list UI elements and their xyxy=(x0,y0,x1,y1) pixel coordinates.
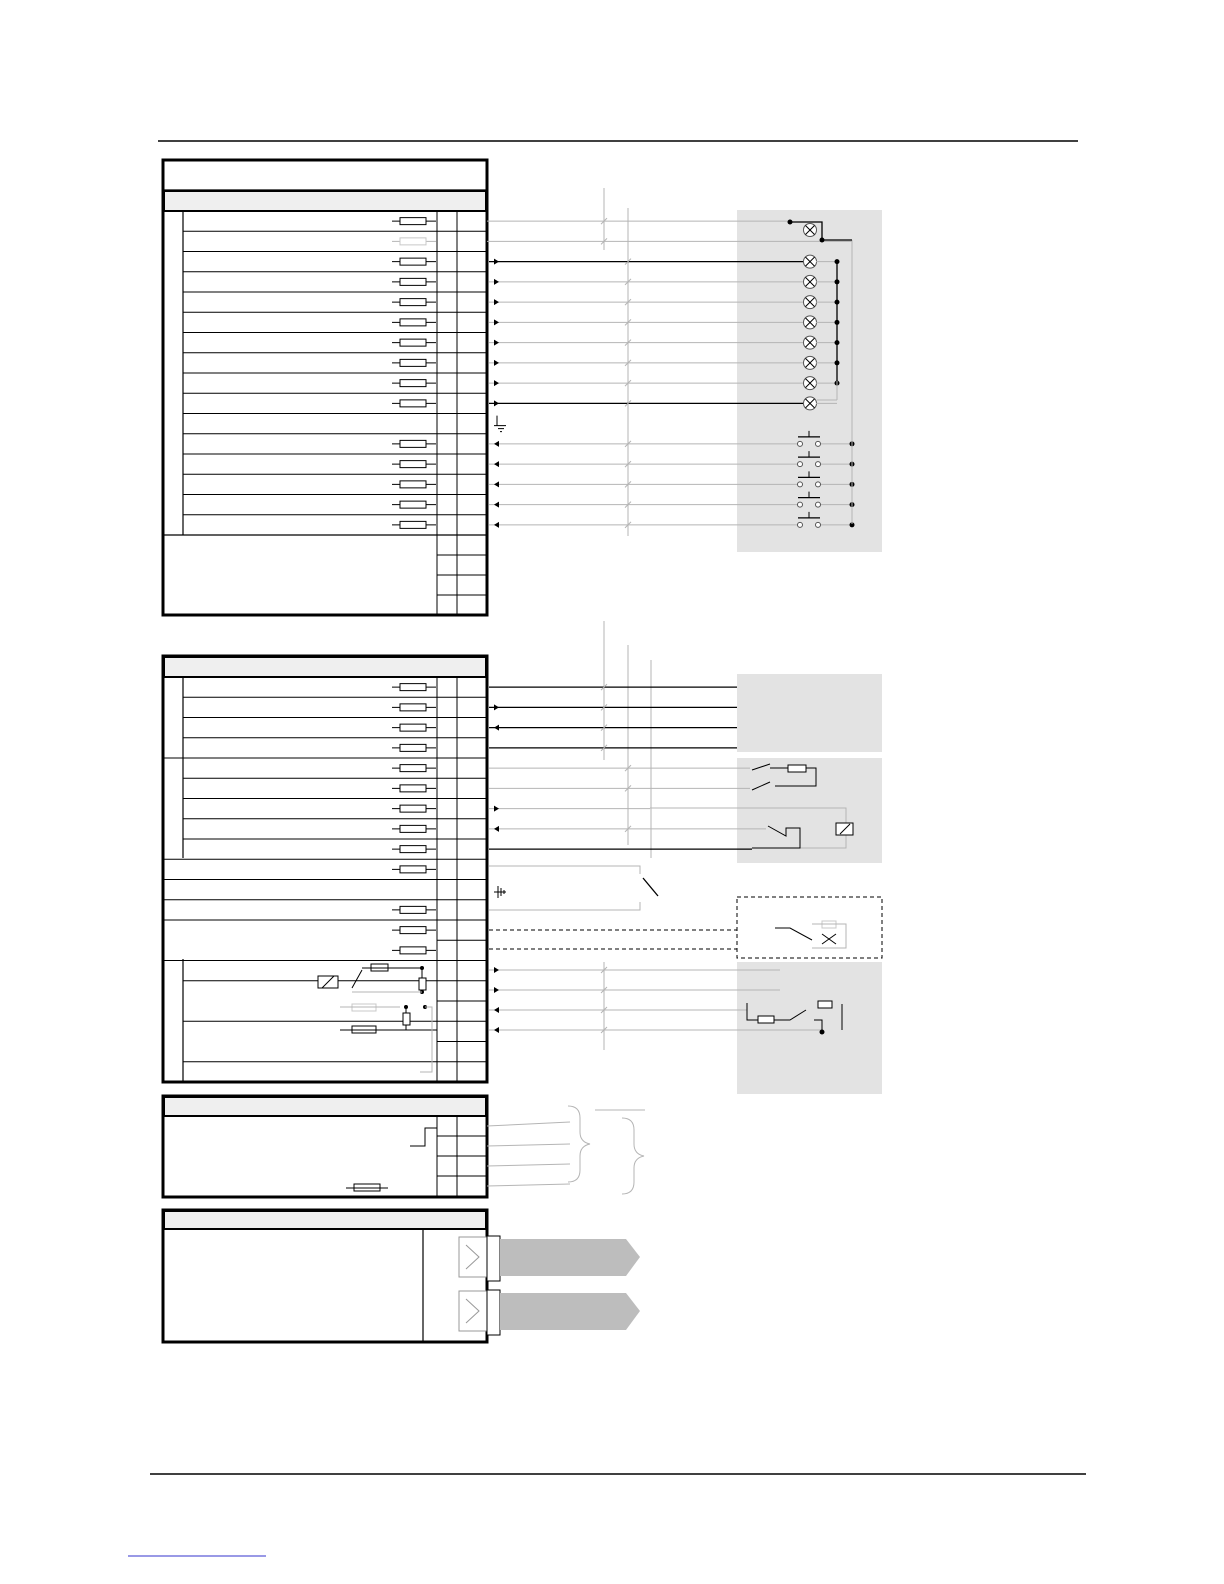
fuse-icon xyxy=(400,359,426,366)
panel-block2-relay xyxy=(737,758,882,863)
arrow-icon xyxy=(494,441,499,447)
arrow-icon xyxy=(494,259,499,265)
arrow-icon xyxy=(494,502,499,508)
panel-block2-bottom xyxy=(737,962,882,1094)
arrow-icon xyxy=(494,319,499,325)
fuse-icon xyxy=(400,785,426,792)
fuse-icon xyxy=(400,927,426,934)
block-2 xyxy=(163,656,487,1082)
panel-block2-top xyxy=(737,674,882,752)
connector-icon xyxy=(459,1290,640,1335)
arrow-icon xyxy=(494,340,499,346)
fuse-icon xyxy=(818,1001,832,1008)
arrow-icon xyxy=(494,522,499,528)
fuse-icon xyxy=(788,765,806,772)
fuse-icon xyxy=(400,258,426,265)
arrow-icon xyxy=(494,826,499,832)
cable-icon xyxy=(500,1239,640,1276)
panel-dashed xyxy=(737,897,882,958)
connector-icon xyxy=(459,1236,640,1281)
fuse-icon xyxy=(400,724,426,731)
fuse-icon xyxy=(400,319,426,326)
fuse-icon xyxy=(400,866,426,873)
cable-icon xyxy=(500,1293,640,1330)
block3-wires xyxy=(487,1106,645,1194)
fuse-icon xyxy=(400,339,426,346)
fuse-icon xyxy=(400,380,426,387)
arrow-icon xyxy=(494,299,499,305)
fuse-icon xyxy=(400,481,426,488)
fuse-icon xyxy=(400,846,426,853)
arrow-icon xyxy=(494,725,499,731)
fuse-icon xyxy=(400,238,426,245)
fuse-icon xyxy=(400,400,426,407)
fuse-icon xyxy=(400,704,426,711)
ground-icon xyxy=(494,886,506,898)
fuse-icon xyxy=(400,299,426,306)
fuse-icon xyxy=(400,218,426,225)
arrow-icon xyxy=(494,1007,499,1013)
fuse-icon xyxy=(400,461,426,468)
arrow-icon xyxy=(494,987,499,993)
arrow-icon xyxy=(494,360,499,366)
arrow-icon xyxy=(494,380,499,386)
arrow-icon xyxy=(494,481,499,487)
fuse-icon xyxy=(400,278,426,285)
fuse-icon xyxy=(400,765,426,772)
arrow-icon xyxy=(494,279,499,285)
arrow-icon xyxy=(494,704,499,710)
arrow-icon xyxy=(494,400,499,406)
fuse-icon xyxy=(400,501,426,508)
block3-switch-icon xyxy=(410,1128,437,1146)
block-3 xyxy=(163,1096,645,1197)
fuse-icon xyxy=(400,805,426,812)
arrow-icon xyxy=(494,1027,499,1033)
arrow-icon xyxy=(494,806,499,812)
fuse-icon xyxy=(400,440,426,447)
arrow-icon xyxy=(494,461,499,467)
block-4 xyxy=(163,1210,640,1342)
fuse-icon xyxy=(400,825,426,832)
block-1 xyxy=(163,160,487,615)
fuse-icon xyxy=(400,684,426,691)
arrow-icon xyxy=(494,967,499,973)
fuse-icon xyxy=(400,906,426,913)
fuse-icon xyxy=(758,1016,774,1023)
fuse-icon xyxy=(400,521,426,528)
fuse-icon xyxy=(400,947,426,954)
fuse-icon xyxy=(400,744,426,751)
ground-icon xyxy=(494,416,506,432)
